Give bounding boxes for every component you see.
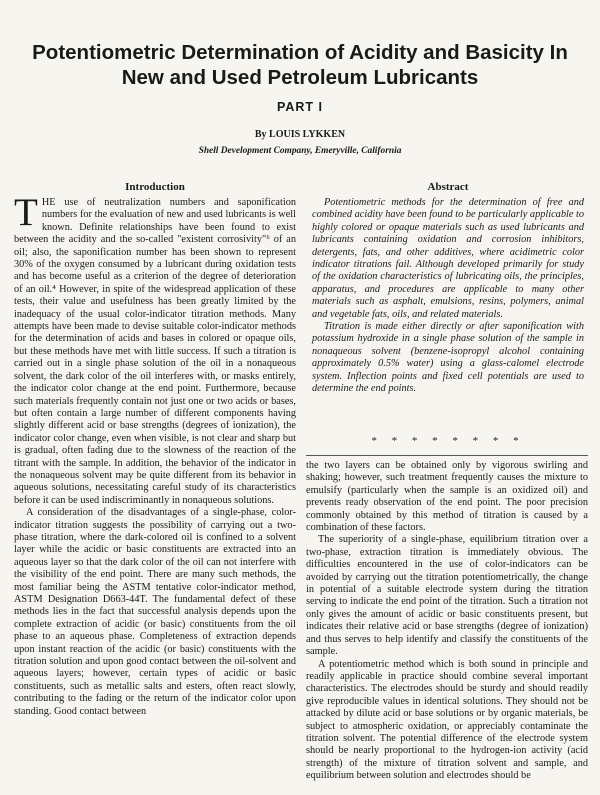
abstract-column — [312, 197, 584, 396]
drop-cap: T — [14, 191, 38, 234]
right-paragraph-1: the two layers can be obtained only by vigorous swirling and shaking; however, such treatment frequently causes the mixture to emulsify (particularly when the sample is an oxidized oil) and prevents ready observation of the end point. The poor precision commonly obtained by this method of titration is caused by a combination of these factors. — [306, 460, 588, 534]
right-body-column — [306, 460, 588, 783]
intro-paragraph-2: A consideration of the disadvantages of a single-phase, color-indicator titration suggests the possibility of carrying out a two-phase titration, where the dark-colored oil is confined to a solvent layer while the acidic or basic constituents are extracted into an aqueous layer so that the dark color of the oil can not interfere with the visibility of the end point. There are many such methods, the most familiar being the ASTM tentative color-indicator method, ASTM Designation D663-44T. The fundamental defect of these methods lies in the fact that successful analysis depends upon the complete extraction of acidic (or basic) constituents from the oil phase to an aqueous phase. Completeness of extraction depends upon instant reaction of the acidic (or basic) constituents with the titration solution and upon good contact between the oil-solvent and aqueous layers; however, certain types of acidic or basic constituents, such as metallic salts and esters, often react slowly, contributing to the fading or the return of the indicator color upon standing. Good contact between — [14, 507, 296, 717]
right-paragraph-2: The superiority of a single-phase, equilibrium titration over a two-phase, extraction titration is immediately obvious. The difficulties encountered in the use of color-indicators can be avoided by carrying out the titration potentiometrically, the change in potential of a suitable electrode system during the titration serving to indicate the end point of the titration. Such a titration not only gives the amount of acidic or basic constituents present, but indicates their relative acid or base strengths (degree of ionization) and thus serves to help identify and classify the constituents of the sample. — [306, 534, 588, 658]
introduction-heading: Introduction — [125, 181, 185, 193]
intro-paragraph-1-text: HE use of neutralization numbers and saponification numbers for the evaluation of new and used lubricants is well known. Definite relationships have been found to exist between the acidity and the so-called "existent corrosivity"⁶ of an oil; also, the saponification number has been shown to represent 30% of the oxygen consumed by a lubricant during oxidation tests and has become useful as a criterion of the degree of deterioration of an oil.⁴ However, in spite of the widespread application of these tests, their value and usefulness has been greatly limited by the inadequacy of the usual color-indicator titration methods. Many attempts have been made to devise suitable color-indicator methods for the determination of acids and bases in colored or opaque oils, but these methods have met with little success. If such a titration is carried out in a single phase solution of the oil in a nonaqueous solvent, the dark color of the oil interferes with, or masks entirely, the indicator color change at the end point. Furthermore, because such materials frequently contain not just one or two acids or bases, but often contain a large number of different components having slightly different acid or base strengths (degrees of ionization), the indicator color change, even when visible, is not clear and sharp but is gradual, often fading due to the slowness of the reaction of the titrant with the sample. In addition, the behavior of the indicator in the nonaqueous solvent may be quite different from its behavior in aqueous solutions, necessitating careful study of its characteristics before it can be used indiscriminantly in nonaqueous solutions. — [14, 197, 296, 506]
abstract-paragraph-1: Potentiometric methods for the determination of free and combined acidity have been found to be particularly applicable to highly colored or opaque materials such as used lubricants and lubricants containing oxidation and corrosion inhibitors, detergents, fats, and other additives, where acidimetric color indicator titrations fail. Although developed primarily for study of the oxidation characteristics of lubricating oils, the principles, apparatus, and procedures are applicable to many other materials such as asphalt, emulsions, resins, polymers, animal and vegetable fats, oils, and related materials. — [312, 197, 584, 320]
abstract-paragraph-2: Titration is made either directly or after saponification with potassium hydroxide in a single phase solution of the sample in nonaqueous solvent (benzene-isopropyl alcohol containing approximately 0.5% water) using a glass-calomel electrode system. Inflection points and fixed cell potentials are used to determine the end points. — [312, 321, 584, 395]
introduction-column — [14, 191, 296, 718]
part-label: PART I — [276, 100, 324, 114]
author-affiliation: Shell Development Company, Emeryville, California — [198, 146, 402, 156]
divider-rule — [306, 455, 588, 456]
section-divider-stars: * * * * * * * * — [371, 435, 525, 447]
intro-paragraph-1 — [14, 191, 296, 507]
abstract-heading: Abstract — [427, 181, 469, 193]
right-paragraph-3: A potentiometric method which is both sound in principle and readily applicable in practice should combine several important characteristics. The electrodes should be sturdy and should readily give reproducible values in identical solutions. They should not be attacked by dilute acid or base solutions or by organic materials, be subject to atmospheric oxidation, or appreciably contaminate the titration solvent. The potential difference of the electrode system should be nearly proportional to the hydrogen-ion activity (acid strength) of the mixture of titration solvent and sample, and equilibrium between solution and electrodes should be — [306, 658, 588, 782]
article-title: Potentiometric Determination of Acidity and Basicity In New and Used Petroleum Lubricants — [32, 41, 568, 89]
author-byline: By LOUIS LYKKEN — [254, 129, 346, 140]
